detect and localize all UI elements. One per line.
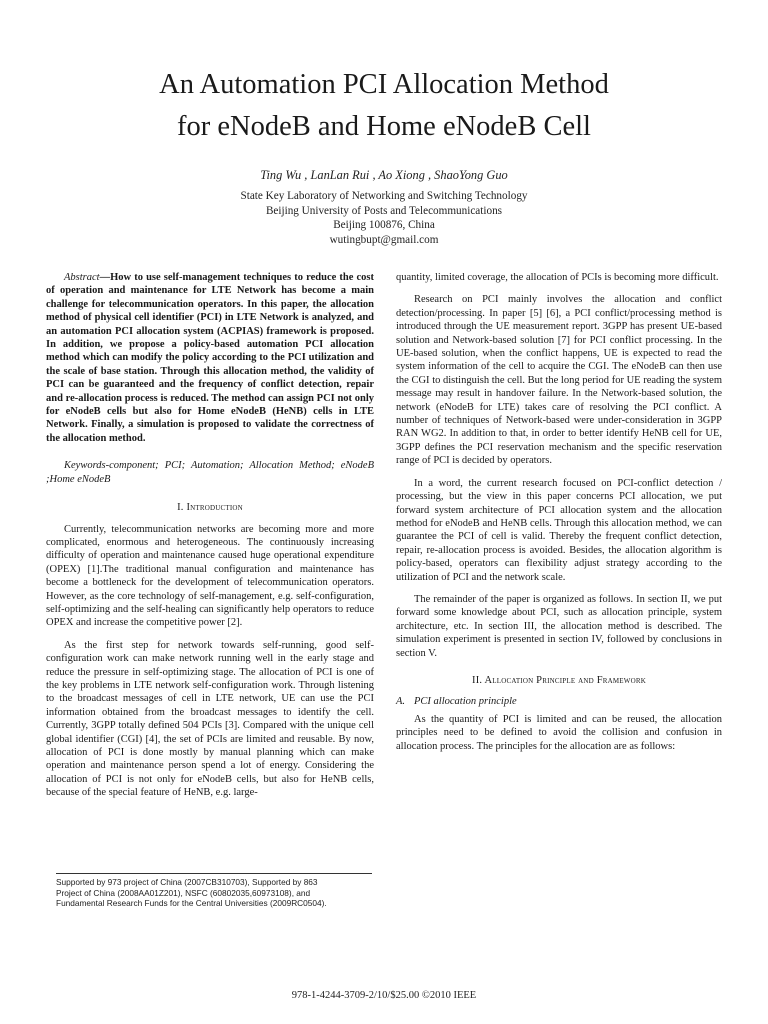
author-email: wutingbupt@gmail.com	[329, 233, 439, 246]
related-work-paragraph: Research on PCI mainly involves the allocation and conflict detection/processing. In paper [5] [6], a PCI conflict/processing method is introduced through the UE measurement report. 3GPP has present UE-based solution and Network-based solution [7] for PCI conflict processing. In the UE-based solution, when the conflict happens, UE is expected to read the system information of the cell to acquire the CGI. The eNodeB can then use the CGI to distinguish the cell. But the long period for UE reading the system message may result in handover failure. In the Network-based solution, the network (eNodeB for LTE) takes care of resolving the PCI conflict. A number of techniques of Network-based were under-consideration in 3GPP RAN WG2. In addition to that, in order to better identify HeNB cell for UE, 3GPP defines the PCI reservation mechanism and the specific reservation range of PCI is decided by operators.	[396, 294, 722, 467]
title-line-1: An Automation PCI Allocation Method	[159, 69, 609, 100]
keywords: Keywords-component; PCI; Automation; Allocation Method; eNodeB ;Home eNodeB	[46, 460, 374, 485]
footnote-line-2: Project of China (2008AA01Z201), NSFC (60802035,60973108), and	[56, 887, 311, 898]
section-2-heading: II. Allocation Principle and Framework	[472, 674, 646, 686]
subsection-a-heading	[396, 695, 722, 708]
abstract-text: —How to use self-management techniques to reduce the cost of operation and maintenance for LTE Network has become a main challenge for telecommunication operators. In this paper, the allocation method of physical cell identifier (PCI) in LTE Network is analyzed, and an automation PCI allocation system (ACPIAS) framework is proposed. In addition, we propose a policy-based automation PCI allocation method which can modify the policy according to the PCI utilization and the scale of base station. Through this allocation method, the validity of PCI can be guaranteed and the frequency of conflict detection, repair and re-allocation process is reduced. The method can assign PCI not only for eNodeB cells but also for Home eNodeB (HeNB) cells in LTE Network. Finally, a simulation is proposed to validate the correctness of the allocation method.	[46, 272, 374, 444]
left-column	[46, 271, 374, 800]
author-list: Ting Wu , LanLan Rui , Ao Xiong , ShaoYong Guo	[260, 168, 508, 182]
copyright-footer: 978-1-4244-3709-2/10/$25.00 ©2010 IEEE	[291, 990, 477, 1001]
organization-paragraph: The remainder of the paper is organized as follows. In section II, we put forward some knowledge about PCI, such as allocation principle, system architecture, etc. In section III, the allocation method is described. The simulation experiment is presented in section IV, followed by conclusions in section V.	[396, 593, 722, 659]
abstract	[46, 271, 374, 445]
abstract-label: Abstract	[64, 272, 100, 283]
footnote-divider	[56, 873, 372, 874]
affiliation-city: Beijing 100876, China	[333, 219, 435, 232]
intro-paragraph-1: Currently, telecommunication networks are becoming more and more complicated, enormous and heterogeneous. The continuously increasing difficulty of operation and maintenance caused huge operational expenditure (OPEX) [1].The traditional manual configuration and maintenance has become a bottleneck for the development of telecommunication operators. However, as the core technology of self-management, e.g. self-configuration, self-optimizing and the self-healing can significantly help operators to reduce OPEX and increase the competitive power [2].	[46, 523, 374, 629]
intro-paragraph-2: As the first step for network towards self-running, good self-configuration work can make network running well in the early stage and reduce the pressure in self-optimizing stage. The allocation of PCI is one of the key problems in LTE network self-configuration work. Through listening to the broadcast messages of cell in LTE network, UE can use the PCI information obtained from the broadcast messages to identify the cell. Currently, 3GPP totally defined 504 PCIs [3]. Compared with the unique cell global identifier (CGI) [4], the set of PCIs are limited and reusable. By now, allocation of PCI is done mostly by manual planning which can make operation and maintenance person spend a lot of energy. Considering the allocation of PCI is not only for eNodeB cells, but also for HeNB cells, because of the special feature of HeNB, e.g. large-	[46, 639, 374, 799]
paper-title	[0, 64, 768, 148]
subsection-a-letter: A.	[396, 696, 406, 708]
footnote-line-3: Fundamental Research Funds for the Central Universities (2009RC0504).	[56, 898, 327, 909]
section-1-heading: I. Introduction	[177, 502, 243, 514]
right-paragraph-continued: quantity, limited coverage, the allocation of PCIs is becoming more difficult.	[396, 272, 719, 283]
principle-paragraph: As the quantity of PCI is limited and can be reused, the allocation principles need to be defined to avoid the collision and confusion in allocation process. The principles for the allocation are as follows:	[396, 713, 722, 752]
title-line-2: for eNodeB and Home eNodeB Cell	[177, 111, 591, 142]
footnote-line-1: Supported by 973 project of China (2007CB310703), Supported by 863	[56, 877, 318, 887]
affiliation-lab: State Key Laboratory of Networking and Switching Technology	[240, 190, 528, 202]
affiliation-block	[0, 189, 768, 247]
affiliation-university: Beijing University of Posts and Telecommunications	[265, 204, 503, 217]
contribution-paragraph: In a word, the current research focused on PCI-conflict detection / processing, but the view in this paper concerns PCI allocation, we put forward system architecture of PCI allocation system and the allocation method for eNodeB and HeNB cells. Through this allocation method, we can guarantee the PCI of cell is valid. Thereby the frequent conflict detection, repair, re-allocation process is avoided. Besides, the allocation algorithm is policy-based, operators can flexibility adjust strategy according to the utilization of PCI and the network scale.	[396, 477, 722, 583]
subsection-a-title: PCI allocation principle	[414, 696, 517, 708]
funding-footnote	[56, 877, 374, 909]
right-column	[396, 271, 722, 753]
